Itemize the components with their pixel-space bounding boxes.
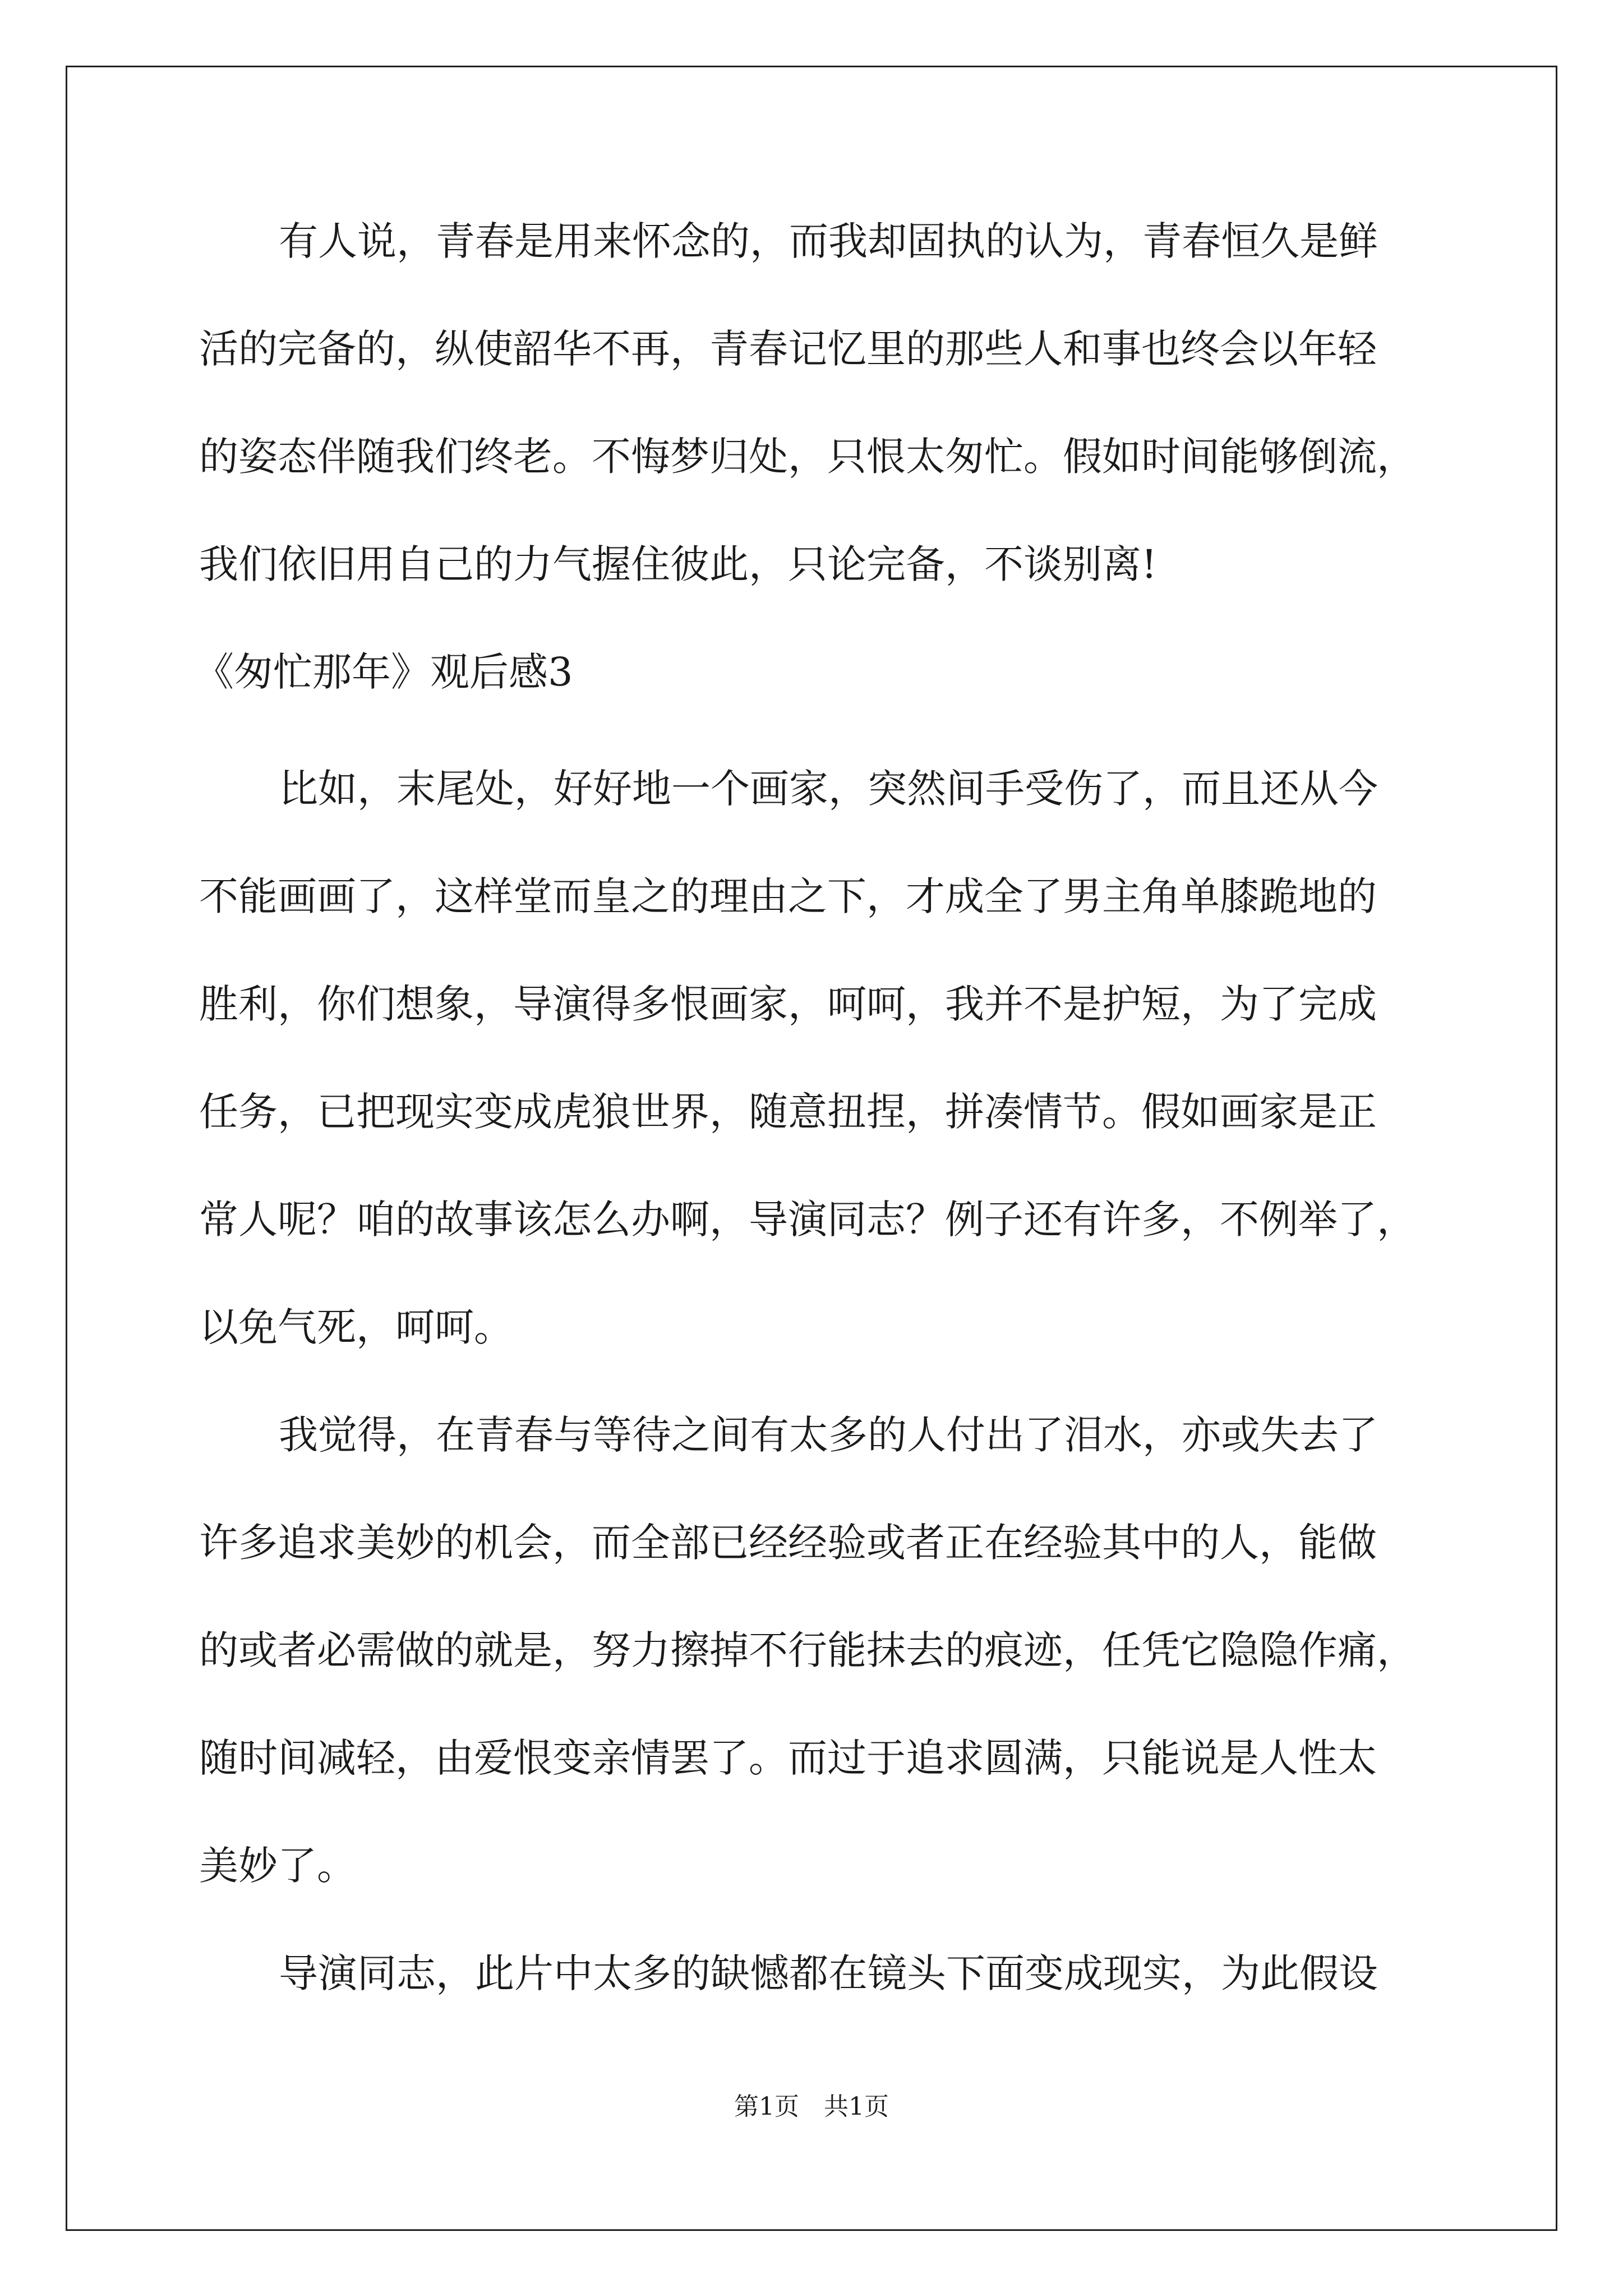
text-line: 的姿态伴随我们终老。不悔梦归处，只恨太匆忙。假如时间能够倒流， <box>199 434 1416 480</box>
text-line: 胜利，你们想象，导演得多恨画家，呵呵，我并不是护短，为了完成 <box>199 981 1377 1027</box>
text-line: 比如，末尾处，好好地一个画家，突然间手受伤了，而且还从今 <box>279 766 1378 812</box>
text-line: 导演同志，此片中太多的缺憾都在镜头下面变成现实，为此假设 <box>279 1950 1378 1996</box>
text-line: 有人说，青春是用来怀念的，而我却固执的认为，青春恒久是鲜 <box>279 218 1378 264</box>
text-line: 的或者必需做的就是，努力擦掉不行能抹去的痕迹，任凭它隐隐作痛， <box>199 1627 1416 1673</box>
text-line: 许多追求美妙的机会，而全部已经经验或者正在经验其中的人，能做 <box>199 1520 1377 1566</box>
section-heading: 《匆忙那年》观后感3 <box>195 649 573 695</box>
text-line: 我们依旧用自己的力气握住彼此，只论完备，不谈别离! <box>199 541 1158 587</box>
text-line: 美妙了。 <box>199 1843 356 1889</box>
document-body <box>195 218 1433 2062</box>
text-line: 我觉得，在青春与等待之间有太多的人付出了泪水，亦或失去了 <box>279 1412 1378 1458</box>
paragraph-3 <box>199 1412 1433 1889</box>
text-line: 活的完备的，纵使韶华不再，青春记忆里的那些人和事也终会以年轻 <box>199 326 1377 372</box>
page-footer: 第1页 共1页 <box>734 2092 889 2121</box>
text-line: 常人呢？咱的故事该怎么办啊，导演同志？例子还有许多，不例举了， <box>199 1197 1416 1243</box>
text-line: 以免气死，呵呵。 <box>199 1304 513 1350</box>
text-line: 不能画画了，这样堂而皇之的理由之下，才成全了男主角单膝跪地的 <box>199 873 1377 919</box>
paragraph-1 <box>199 218 1433 587</box>
text-line: 随时间减轻，由爱恨变亲情罢了。而过于追求圆满，只能说是人性太 <box>199 1735 1377 1781</box>
paragraph-2 <box>199 766 1433 1350</box>
text-line: 任务，已把现实变成虎狼世界，随意扭捏，拼凑情节。假如画家是正 <box>199 1089 1377 1135</box>
paragraph-4 <box>199 1950 1433 1996</box>
